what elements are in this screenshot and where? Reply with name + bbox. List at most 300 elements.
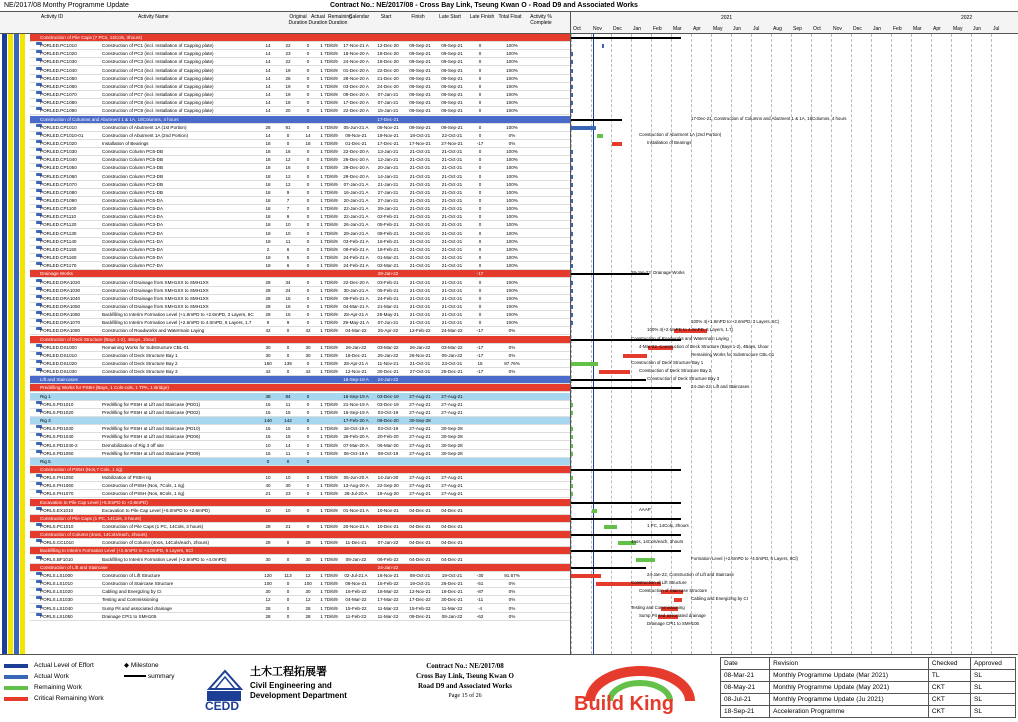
gantt-label: Construction of Staircase Structure [639, 588, 708, 594]
activity-row[interactable] [30, 580, 570, 588]
cell-ad: 34 [285, 279, 291, 285]
cell-id: PORLS.PH1070 [40, 491, 74, 497]
cell-ls: 27-Aug-21 [409, 442, 431, 448]
cell-cal: 1 7D/6/9 [320, 255, 338, 261]
month-label: Apr [933, 26, 941, 32]
month-gridline [611, 34, 612, 654]
wbs-row[interactable] [30, 547, 570, 555]
gantt-bar[interactable] [571, 264, 573, 268]
cell-finish: 09-Dec-20 [377, 418, 399, 424]
cell-od: 14 [265, 132, 271, 138]
gantt-bar[interactable] [604, 525, 618, 529]
cell-id: PORLED.CP1100 [40, 206, 77, 212]
cell-id: PORLED.DRA1070 [40, 320, 81, 326]
cell-name: Construction Column PC7-DA [102, 263, 164, 269]
activity-row[interactable] [30, 205, 570, 213]
activity-row[interactable] [30, 148, 570, 156]
column-header-cell[interactable]: Activity Name [138, 14, 169, 20]
gantt-bar[interactable] [571, 248, 573, 252]
cell-ls: 27-Aug-21 [409, 475, 431, 481]
cell-rd: 0 [306, 475, 310, 481]
activity-row[interactable] [30, 295, 570, 303]
summary-bar[interactable] [571, 469, 681, 471]
month-gridline [631, 34, 632, 654]
cell-od: 15 [265, 426, 271, 432]
wbs-row[interactable] [30, 336, 570, 344]
cell-id: PORLED.CP1010-01 [40, 132, 84, 138]
activity-row[interactable] [30, 319, 570, 327]
gantt-bar[interactable] [571, 52, 573, 56]
month-label: Nov [593, 26, 602, 32]
month-gridline [771, 34, 772, 654]
activity-row[interactable] [30, 197, 570, 205]
activity-row[interactable] [30, 311, 570, 319]
activity-row[interactable] [30, 91, 570, 99]
cell-od: 14 [265, 59, 271, 65]
gantt-bar[interactable] [571, 126, 596, 130]
wbs-row[interactable] [30, 458, 570, 466]
column-header-cell[interactable]: Late Finish [469, 14, 495, 20]
wbs-row[interactable] [30, 116, 570, 124]
cell-rd: 0 [306, 255, 310, 261]
cell-cal: 1 7D/6/9 [320, 149, 338, 155]
cell-cal: 1 7D/6/9 [320, 100, 338, 106]
legend-item [4, 661, 124, 671]
cell-id: PORLED.DRA1020 [40, 279, 81, 285]
cell-cal: 1 7D/6/9 [320, 181, 338, 187]
month-label: Jan [633, 26, 642, 32]
wbs-row[interactable] [30, 384, 570, 392]
gantt-bar[interactable] [612, 142, 622, 146]
month-label: May [713, 26, 723, 32]
cell-name: Construction of Drainage from SMH1XX to SMH1XX [102, 279, 209, 285]
summary-bar[interactable] [571, 518, 681, 520]
cell-ls: 27-Aug-21 [409, 483, 431, 489]
activity-row[interactable] [30, 173, 570, 181]
activity-row[interactable] [30, 132, 570, 140]
month-gridline [951, 34, 952, 654]
cell-start: 06-Oct-19 A [343, 450, 369, 456]
summary-bar[interactable] [571, 550, 681, 552]
activity-row[interactable] [30, 279, 570, 287]
activity-row[interactable] [30, 262, 570, 270]
column-header-cell[interactable]: Late Start [439, 14, 461, 20]
activity-row[interactable] [30, 75, 570, 83]
gantt-bar[interactable] [571, 492, 573, 496]
gantt-bar[interactable] [571, 444, 573, 448]
cell-finish: 16-Feb-21 [377, 238, 399, 244]
cell-name: Construction of PC1 (incl. Installation of Capping plate) [102, 43, 214, 49]
cell-od: 2 [266, 246, 270, 252]
activity-row[interactable] [30, 368, 570, 376]
revision-cell: CKT [928, 694, 970, 706]
cell-cal: 1 7D/6/9 [320, 198, 338, 203]
gantt-bar[interactable] [623, 354, 648, 358]
cell-lf: 23-Oct-21 [441, 361, 463, 366]
cell-ls: 21-Oct-21 [409, 189, 431, 195]
activity-row[interactable] [30, 230, 570, 238]
gantt-bar[interactable] [571, 484, 573, 488]
cell-tf: 0 [478, 59, 482, 65]
cell-ad: 7 [286, 206, 290, 212]
wbs-row[interactable] [30, 417, 570, 425]
cell-ls: 09-Sep-21 [409, 92, 431, 98]
cell-od: 18 [265, 263, 271, 269]
column-header-cell[interactable]: Remaining Duration [328, 14, 352, 26]
activity-row[interactable] [30, 572, 570, 580]
activity-row[interactable] [30, 238, 570, 246]
gantt-bar[interactable] [571, 85, 573, 89]
cell-id: PORLED.CP1030 [40, 149, 77, 155]
cell-start: 04-Mar-22 [345, 597, 367, 603]
column-header-cell[interactable]: Total Float [498, 14, 522, 20]
cell-start: 18-Dec-21 [345, 352, 367, 358]
activity-row[interactable] [30, 99, 570, 107]
revision-header-cell: Revision [770, 658, 929, 670]
activity-row[interactable] [30, 507, 570, 515]
cell-id: PORLED.CP1020 [40, 140, 77, 146]
activity-row[interactable] [30, 156, 570, 164]
gantt-bar[interactable] [571, 321, 573, 325]
column-header-cell[interactable]: Activity ID [40, 14, 64, 20]
cell-name: Drainage CPI1 to SMH105 [102, 613, 157, 619]
cell-rd: 0 [306, 198, 310, 203]
cell-id: PORLED.PC1010 [40, 43, 77, 49]
cell-name: Construction of Column (4nos, 14Cols/each, 2hours) [40, 532, 147, 538]
cell-od: 40 [265, 483, 271, 489]
gantt-bar[interactable] [571, 240, 573, 244]
cell-tf: -17 [476, 271, 484, 277]
wbs-row[interactable] [30, 515, 570, 523]
cell-start: 16-Sep-19 A [343, 393, 369, 399]
activity-row[interactable] [30, 213, 570, 221]
gantt-bar[interactable] [571, 183, 573, 187]
activity-row[interactable] [30, 409, 570, 417]
year-label: 2021 [721, 15, 733, 21]
activity-row[interactable] [30, 605, 570, 613]
gantt-bar[interactable] [571, 150, 573, 154]
gantt-bar[interactable] [571, 403, 573, 407]
cell-tf: 0 [478, 108, 482, 114]
cell-pc: 100% [506, 222, 518, 228]
column-header-cell[interactable]: Finish [411, 14, 425, 20]
gantt-bar[interactable] [571, 77, 573, 81]
cell-rd: 0 [306, 222, 310, 228]
cell-finish: 08-Oct-19 [377, 450, 399, 456]
activity-row[interactable] [30, 287, 570, 295]
cell-name: Cabling and Energizing by CI [102, 589, 162, 595]
cell-name: Construction of Abutment 1A (1st Portion) [102, 124, 187, 130]
gantt-bar[interactable] [571, 362, 598, 366]
cell-start: 04-Mar-22 [345, 328, 367, 334]
activity-row[interactable] [30, 360, 570, 368]
cell-id: PORLED.PC1020 [40, 51, 77, 57]
cell-lf: 27-Aug-21 [441, 393, 463, 399]
wbs-row[interactable] [30, 466, 570, 474]
gantt-bar[interactable] [592, 509, 598, 513]
cell-start: 02-Jul-21 A [344, 572, 368, 578]
cell-rd: 0 [306, 83, 310, 89]
wbs-row[interactable] [30, 393, 570, 401]
activity-row[interactable] [30, 246, 570, 254]
cell-id: PORLED.PC1080 [40, 100, 77, 106]
wbs-row[interactable] [30, 499, 570, 507]
activity-row[interactable] [30, 588, 570, 596]
cell-rd: 0 [306, 100, 310, 106]
cell-od: 18 [265, 140, 271, 146]
revision-header-cell: Approved [971, 658, 1016, 670]
cell-tf: 0 [478, 312, 482, 318]
cell-start: 04-Mar-21 A [343, 303, 369, 309]
cell-ad: 23 [285, 491, 291, 497]
cell-start: 26-Jan-21 A [343, 222, 369, 228]
gantt-bar[interactable] [571, 109, 573, 113]
column-header-cell[interactable]: Original Duration [288, 14, 308, 26]
revision-cell: 08-Jul-21 [721, 694, 770, 706]
cell-cal: 1 7D/6/9 [320, 483, 338, 489]
activity-row[interactable] [30, 67, 570, 75]
wbs-row[interactable] [30, 531, 570, 539]
cell-ad: 10 [285, 222, 291, 228]
summary-bar[interactable] [571, 379, 646, 381]
cell-name: Rig 3 [40, 418, 51, 424]
activity-row[interactable] [30, 523, 570, 531]
cell-name: Construction of PC6 (incl. Installation of Capping plate) [102, 83, 214, 89]
legend-label: Remaining Work [34, 684, 82, 691]
cell-name: Construction of Roadworks and Watermain Laying [102, 328, 205, 334]
cell-tf: 0 [478, 75, 482, 81]
cell-ad: 84 [285, 393, 291, 399]
cell-id: PORLED.CP1120 [40, 222, 77, 228]
cell-cal: 1 7D/6/9 [320, 59, 338, 65]
title-bar [0, 0, 1018, 12]
cell-pc: 100% [506, 287, 518, 293]
cell-lf: 09-Sep-21 [441, 83, 463, 89]
column-header-cell[interactable]: Actual Duration [308, 14, 328, 26]
activity-row[interactable] [30, 344, 570, 352]
activity-row[interactable] [30, 442, 570, 450]
cell-ad: 24 [285, 287, 291, 293]
activity-row[interactable] [30, 58, 570, 66]
gantt-bar[interactable] [599, 370, 631, 374]
gantt-bar[interactable] [571, 435, 573, 439]
column-header-cell[interactable]: Start [380, 14, 392, 20]
cell-lf: 30-Sep-28 [441, 442, 463, 448]
cell-finish: 05-Feb-21 [377, 287, 399, 293]
gantt-bar[interactable] [571, 305, 573, 309]
activity-row[interactable] [30, 107, 570, 115]
gantt-bar[interactable] [571, 281, 573, 285]
gantt-bar[interactable] [571, 158, 573, 162]
gantt-bar[interactable] [571, 215, 573, 219]
activity-row[interactable] [30, 189, 570, 197]
cell-start: 17-Dec-20 A [343, 100, 369, 106]
cell-pc: 87.76% [504, 361, 520, 366]
cell-pc: 100% [506, 206, 518, 212]
gantt-bar[interactable] [571, 256, 573, 260]
cell-cal: 1 7D/6/9 [320, 369, 338, 375]
gantt-bar[interactable] [571, 207, 573, 211]
gantt-bar[interactable] [571, 232, 573, 236]
gantt-bar[interactable] [571, 93, 573, 97]
cell-ls: 21-Oct-21 [409, 295, 431, 301]
cell-ad: 0 [286, 328, 290, 334]
cell-pc: 100% [506, 51, 518, 57]
cell-ls: 21-Oct-21 [409, 165, 431, 171]
cell-rd: 0 [306, 75, 310, 81]
cell-id: PORLED.CP1150 [40, 246, 77, 252]
gantt-bar[interactable] [571, 289, 573, 293]
activity-row[interactable] [30, 596, 570, 604]
activity-row[interactable] [30, 124, 570, 132]
gantt-bar[interactable] [571, 191, 573, 195]
gantt-bar[interactable] [571, 411, 573, 415]
activity-row[interactable] [30, 474, 570, 482]
cell-cal: 1 7D/6/9 [320, 279, 338, 285]
activity-row[interactable] [30, 433, 570, 441]
activity-row[interactable] [30, 352, 570, 360]
gantt-bar[interactable] [597, 134, 603, 138]
cell-lf: 09-Sep-21 [441, 124, 463, 130]
activity-row[interactable] [30, 490, 570, 498]
contract-works: Road D9 and Associated Works [417, 682, 512, 690]
build-king-logo [560, 661, 720, 719]
activity-row[interactable] [30, 140, 570, 148]
cell-pc: 100% [506, 83, 518, 89]
cell-start: 17-Feb-20 A [343, 418, 369, 424]
activity-row[interactable] [30, 42, 570, 50]
legend-label: Critical Remaining Work [34, 695, 104, 702]
cell-finish: 21-Mar-21 [377, 303, 399, 309]
activity-row[interactable] [30, 482, 570, 490]
summary-bar[interactable] [571, 387, 681, 389]
cell-tf: 15 [477, 361, 483, 366]
cell-finish: 12-Dec-20 [377, 43, 399, 49]
cell-od: 10 [265, 475, 271, 481]
cell-od: 18 [265, 189, 271, 195]
legend-milestone [124, 661, 194, 671]
cell-pc: 100% [506, 59, 518, 65]
summary-bar[interactable] [571, 502, 681, 504]
activity-row[interactable] [30, 221, 570, 229]
gantt-bar[interactable] [571, 101, 573, 105]
cell-tf: -62 [476, 613, 484, 619]
activity-row[interactable] [30, 181, 570, 189]
activity-row[interactable] [30, 401, 570, 409]
cell-id: PORLS.BF1010 [40, 556, 73, 562]
wbs-row[interactable] [30, 34, 570, 42]
cell-ls: 17-Dec-22 [409, 597, 431, 603]
cell-rd: 12 [305, 597, 311, 603]
revision-row [721, 706, 1016, 718]
gantt-bar[interactable] [571, 452, 573, 456]
cell-finish: 02-Mar-21 [377, 263, 399, 269]
summary-bar[interactable] [571, 119, 622, 121]
activity-row[interactable] [30, 50, 570, 58]
activity-row[interactable] [30, 83, 570, 91]
cell-od: 28 [265, 124, 271, 130]
gantt-bar[interactable] [571, 199, 573, 203]
activity-row[interactable] [30, 539, 570, 547]
cell-start: 29-Jan-21 A [343, 230, 369, 236]
cell-rd: 0 [306, 149, 310, 155]
revision-table [720, 657, 1016, 721]
activity-row[interactable] [30, 164, 570, 172]
legend-label: Actual Work [34, 673, 69, 680]
revision-row [721, 670, 1016, 682]
cell-pc: 100% [506, 157, 518, 163]
gantt-bar[interactable] [571, 313, 573, 317]
cell-rd: 0 [306, 320, 310, 326]
cell-ad: 16 [285, 149, 291, 155]
gantt-bar[interactable] [571, 175, 573, 179]
wbs-row[interactable] [30, 270, 570, 278]
gantt-bar[interactable] [571, 60, 573, 64]
revision-cell: 08-May-21 [721, 682, 770, 694]
cell-name: Construction of PC5 (incl. Installation of Capping plate) [102, 75, 214, 81]
gantt-bar[interactable] [571, 69, 573, 73]
cell-cal: 1 7D/6/9 [320, 540, 338, 546]
cell-cal: 1 7D/6/9 [320, 206, 338, 212]
cell-ls: 04-Dec-21 [409, 524, 431, 529]
cell-ls: 21-Oct-21 [409, 238, 431, 244]
month-label: Oct [813, 26, 821, 32]
gantt-bar[interactable] [571, 166, 573, 170]
wbs-row[interactable] [30, 376, 570, 384]
cell-rd: 0 [306, 124, 310, 130]
cell-name: Construction Column PC2-DB [102, 181, 164, 187]
cell-lf: 27-Aug-21 [441, 409, 463, 415]
gantt-bar[interactable] [571, 427, 573, 431]
cell-lf: 21-Oct-21 [441, 279, 463, 285]
cell-name: Construction of PS5H (Nos, 6Cols, 1 rig) [102, 491, 185, 497]
activity-row[interactable] [30, 425, 570, 433]
activity-row[interactable] [30, 613, 570, 621]
cell-id: PORLS.PH1050 [40, 475, 74, 481]
activity-row[interactable] [30, 303, 570, 311]
cell-ad: 30 [285, 483, 291, 489]
summary-bar[interactable] [571, 567, 646, 569]
gantt-bar[interactable] [602, 44, 604, 48]
column-header-cell[interactable]: Activity % Complete [530, 14, 552, 26]
summary-bar[interactable] [571, 534, 681, 536]
cell-finish: 24-Jan-22 [377, 564, 399, 570]
gantt-bar[interactable] [636, 558, 655, 562]
cell-cal: 1 7D/6/9 [320, 189, 338, 195]
cell-id: PORLED.CP1110 [40, 214, 77, 220]
activity-row[interactable] [30, 556, 570, 564]
cell-ad: 12 [285, 173, 291, 179]
gantt-bar[interactable] [571, 476, 573, 480]
gantt-bar[interactable] [571, 297, 573, 301]
gantt-bar[interactable] [674, 598, 682, 602]
activity-row[interactable] [30, 327, 570, 335]
activity-row[interactable] [30, 254, 570, 262]
summary-bar[interactable] [571, 37, 681, 39]
cell-ls: 21-Oct-21 [409, 214, 431, 220]
gantt-bar[interactable] [571, 223, 573, 227]
gantt-bar[interactable] [571, 574, 601, 578]
activity-table[interactable] [30, 34, 570, 654]
revision-cell: 18-Sep-21 [721, 706, 770, 718]
activity-row[interactable] [30, 450, 570, 458]
wbs-row[interactable] [30, 564, 570, 572]
gantt-label: Drainage CPI1 to SMH105 [647, 620, 699, 626]
cell-ls: 09-Sep-21 [409, 75, 431, 81]
gantt-chart[interactable] [570, 34, 1018, 654]
column-header-cell[interactable]: Calendar [348, 14, 370, 20]
cell-finish: 15-Jan-21 [377, 108, 399, 114]
